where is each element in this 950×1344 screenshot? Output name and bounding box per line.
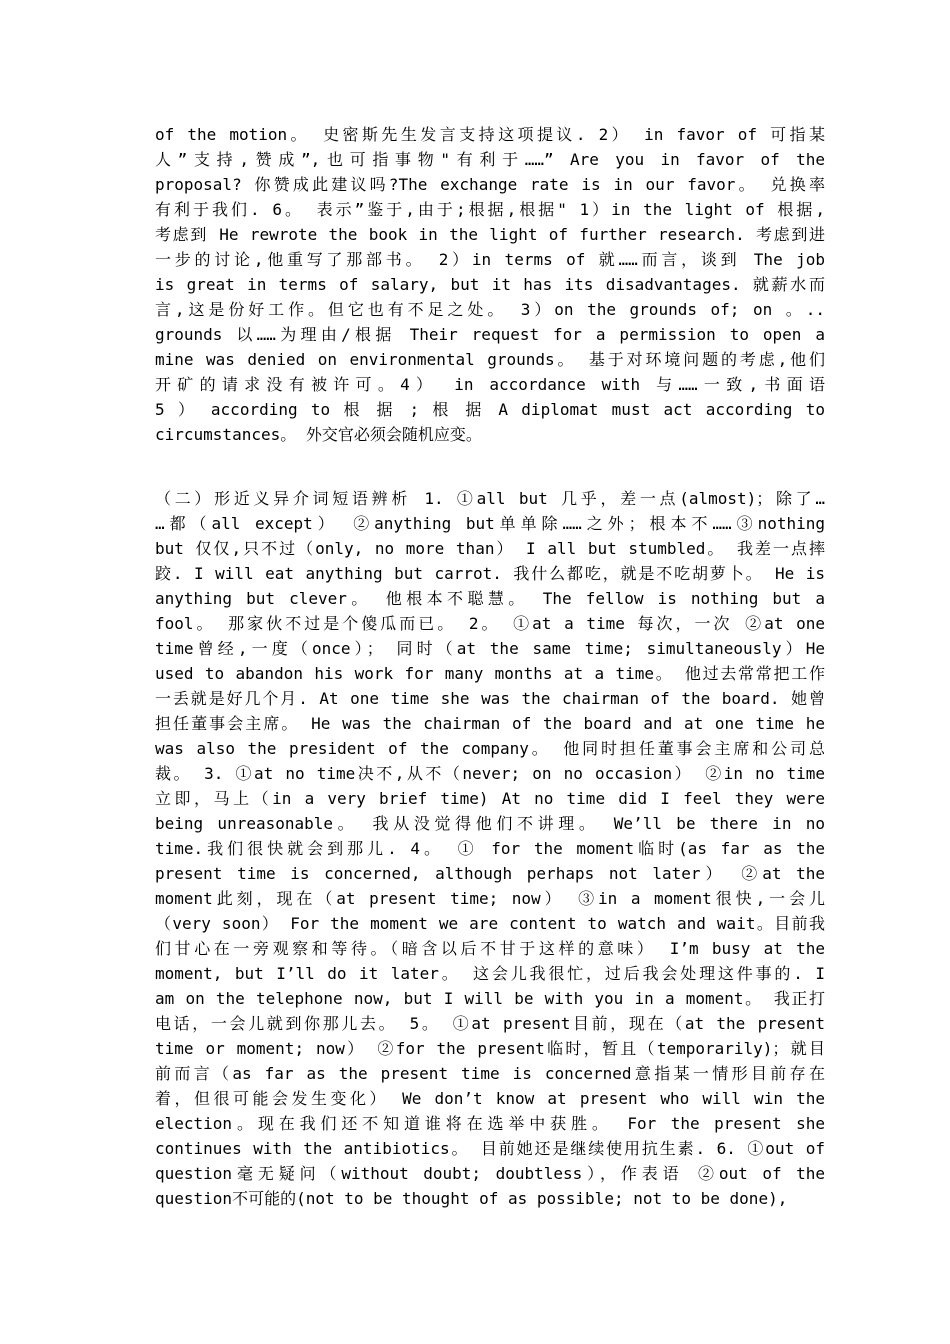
text-line: 考虑到 He rewrote the book in the light of further research. 考虑到进	[155, 225, 825, 244]
text-line: election。现在我们还不知道谁将在选举中获胜。 For the present she	[155, 1114, 825, 1133]
text-line: moment此刻，现在（at present time; now） ③in a moment很快,一会儿	[155, 889, 825, 908]
text-line: 5 ） according to 根 据 ; 根 据 A diplomat must act according to	[155, 400, 825, 419]
text-line: 一丢就是好几个月. At one time she was the chairman of the board. 她曾	[155, 689, 825, 708]
text-line: 们甘心在一旁观察和等待。（暗含以后不甘于这样的意味） I’m busy at the	[155, 939, 825, 958]
text-line: 裁。 3. ①at no time决不,从不（never; on no occasion） ②in no time	[155, 764, 825, 783]
text-line: time or moment; now） ②for the present临时，暂且（temporarily)；就目	[155, 1039, 825, 1058]
text-line: 前而言（as far as the present time is concerned意指某一情形目前存在	[155, 1064, 825, 1083]
text-line: am on the telephone now, but I will be with you in a moment。 我正打	[155, 989, 825, 1008]
text-line: （very soon） For the moment we are content to watch and wait。目前我	[155, 914, 825, 933]
text-line: circumstances。 外交官必须会随机应变。	[155, 425, 482, 444]
paragraph-similar-phrases-analysis	[155, 486, 825, 1211]
text-line: mine was denied on environmental grounds。 基于对环境问题的考虑,他们	[155, 350, 825, 369]
text-line: continues with the antibiotics。 目前她还是继续使用抗生素. 6. ①out of	[155, 1139, 825, 1158]
text-line: 有利于我们. 6。 表示”鉴于,由于;根据,根据" 1）in the light of 根据,	[155, 200, 825, 219]
text-line: anything but clever。 他根本不聪慧。 The fellow is nothing but a	[155, 589, 825, 608]
text-line: of the motion。 史密斯先生发言支持这项提议. 2） in favor of 可指某	[155, 125, 825, 144]
text-line: used to abandon his work for many months at a time。 他过去常常把工作	[155, 664, 825, 683]
text-line: 电话，一会儿就到你那儿去。 5。 ①at present目前，现在（at the present	[155, 1014, 825, 1033]
text-line: 人”支持,赞成”,也可指事物"有利于……” Are you in favor of the	[155, 150, 825, 169]
text-line: present time is concerned, although perhaps not later） ②at the	[155, 864, 825, 883]
paragraph-prepositional-phrases	[155, 122, 825, 447]
text-line: 立即，马上（in a very brief time) At no time did I feel they were	[155, 789, 825, 808]
text-line: （二）形近义异介词短语辨析 1. ①all but 几乎，差一点(almost)；除了…	[155, 489, 825, 508]
text-line: time.我们很快就会到那儿. 4。 ① for the moment临时(as far as the	[155, 839, 825, 858]
text-line: moment, but I’ll do it later。 这会儿我很忙，过后我会处理这件事的. I	[155, 964, 825, 983]
text-line: was also the president of the company。 他同时担任董事会主席和公司总	[155, 739, 825, 758]
text-line: but 仅仅,只不过（only, no more than） I all but stumbled。 我差一点摔	[155, 539, 825, 558]
text-line: being unreasonable。 我从没觉得他们不讲理。 We’ll be there in no	[155, 814, 825, 833]
text-line: …都（all except） ②anything but单单除……之外；根本不……③nothing	[155, 514, 825, 533]
text-line: 担任董事会主席。 He was the chairman of the board and at one time he	[155, 714, 825, 733]
text-line: 着，但很可能会发生变化） We don’t know at present who will win the	[155, 1089, 825, 1108]
text-line: proposal? 你赞成此建议吗?The exchange rate is in our favor。 兑换率	[155, 175, 825, 194]
text-line: grounds 以……为理由/根据 Their request for a permission to open a	[155, 325, 825, 344]
text-line: 言,这是份好工作。但它也有不足之处。 3）on the grounds of; on 。..	[155, 300, 825, 319]
text-line: question不可能的(not to be thought of as possible; not to be done),	[155, 1189, 788, 1208]
text-line: 一步的讨论,他重写了那部书。 2）in terms of 就……而言，谈到 The job	[155, 250, 825, 269]
text-line: question毫无疑问（without doubt; doubtless），作表语 ②out of the	[155, 1164, 825, 1183]
text-line: is great in terms of salary, but it has its disadvantages. 就薪水而	[155, 275, 825, 294]
text-line: time曾经,一度（once）； 同时（at the same time; simultaneously）He	[155, 639, 825, 658]
text-line: fool。 那家伙不过是个傻瓜而已。 2。 ①at a time 每次，一次 ②at one	[155, 614, 825, 633]
text-line: 跤. I will eat anything but carrot. 我什么都吃，就是不吃胡萝卜。 He is	[155, 564, 825, 583]
text-line: 开矿的请求没有被许可。4） in accordance with 与……一致,书面语	[155, 375, 825, 394]
